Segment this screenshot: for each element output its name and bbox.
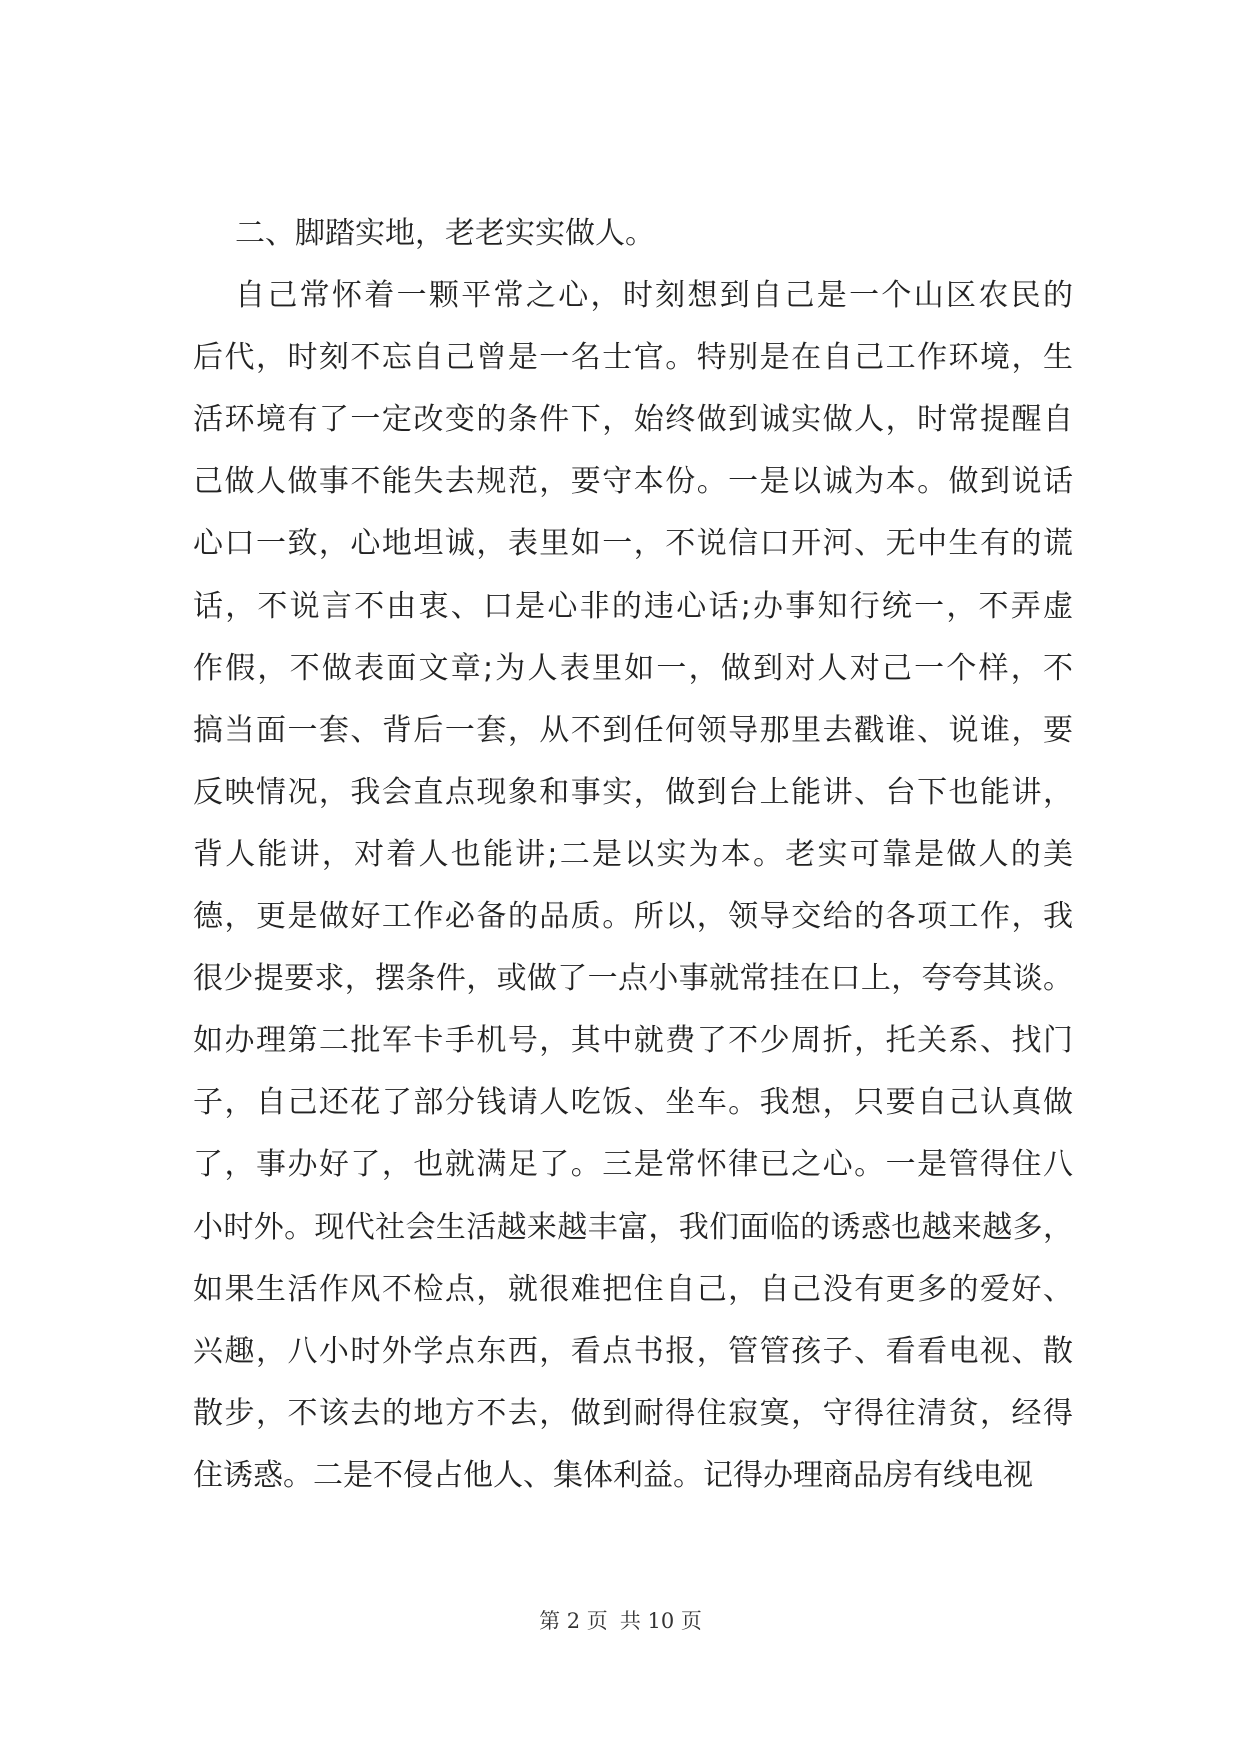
paragraph-line: 自己常怀着一颗平常之心，时刻想到自己是一个山区农民的	[235, 278, 1073, 314]
page-number: 第 2 页	[539, 1609, 608, 1633]
page-total: 共 10 页	[619, 1609, 702, 1633]
paragraph-line: 心口一致，心地坦诚，表里如一，不说信口开河、无中生有的谎	[193, 526, 1073, 562]
paragraph-line: 小时外。现代社会生活越来越丰富，我们面临的诱惑也越来越多，	[193, 1209, 1073, 1245]
paragraph-line: 活环境有了一定改变的条件下，始终做到诚实做人，时常提醒自	[193, 402, 1073, 438]
paragraph-line: 住诱惑。二是不侵占他人、集体利益。记得办理商品房有线电视	[193, 1457, 1033, 1493]
paragraph-line: 己做人做事不能失去规范，要守本份。一是以诚为本。做到说话	[193, 464, 1073, 500]
document-body	[193, 203, 1073, 1507]
section-heading: 二、脚踏实地，老老实实做人。	[235, 216, 655, 251]
paragraph-line: 背人能讲，对着人也能讲;二是以实为本。老实可靠是做人的美	[193, 836, 1073, 872]
paragraph-line: 了，事办好了，也就满足了。三是常怀律已之心。一是管得住八	[193, 1147, 1073, 1183]
paragraph-line: 话，不说言不由衷、口是心非的违心话;办事知行统一，不弄虚	[193, 588, 1073, 624]
paragraph-line: 搞当面一套、背后一套，从不到任何领导那里去戳谁、说谁，要	[193, 712, 1073, 748]
paragraph-line: 如办理第二批军卡手机号，其中就费了不少周折，托关系、找门	[193, 1023, 1073, 1059]
paragraph-line: 反映情况，我会直点现象和事实，做到台上能讲、台下也能讲，	[193, 774, 1073, 810]
paragraph-line: 如果生活作风不检点，就很难把住自己，自己没有更多的爱好、	[193, 1271, 1073, 1307]
paragraph-line: 子，自己还花了部分钱请人吃饭、坐车。我想，只要自己认真做	[193, 1085, 1073, 1121]
paragraph-line: 很少提要求，摆条件，或做了一点小事就常挂在口上，夸夸其谈。	[193, 961, 1073, 997]
paragraph-line: 兴趣，八小时外学点东西，看点书报，管管孩子、看看电视、散	[193, 1333, 1073, 1369]
paragraph-line: 后代，时刻不忘自己曾是一名士官。特别是在自己工作环境，生	[193, 340, 1073, 376]
paragraph-line: 德，更是做好工作必备的品质。所以，领导交给的各项工作，我	[193, 899, 1073, 935]
page-footer	[0, 1605, 1241, 1635]
paragraph-line: 散步，不该去的地方不去，做到耐得住寂寞，守得往清贫，经得	[193, 1395, 1073, 1431]
paragraph-line: 作假，不做表面文章;为人表里如一，做到对人对己一个样，不	[193, 650, 1073, 686]
